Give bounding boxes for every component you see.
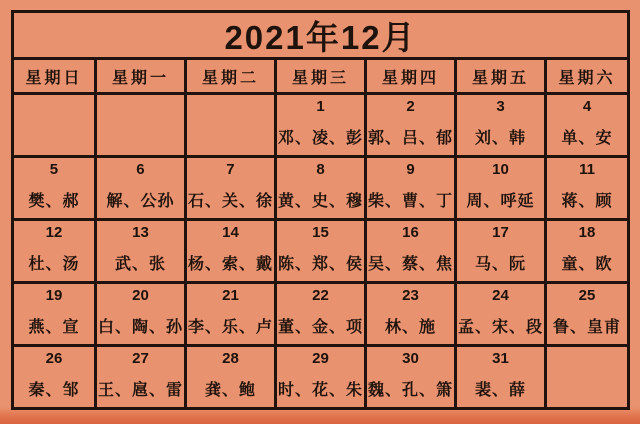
date-cell-13 (97, 221, 184, 281)
date-cell-7 (187, 158, 274, 218)
date-cell-19 (14, 284, 94, 344)
date-cell-1 (277, 95, 364, 155)
surnames: 鲁、皇甫 (553, 319, 622, 336)
surnames: 魏、孔、箫 (368, 382, 454, 399)
date-cell-23 (367, 284, 454, 344)
date-cell-empty (187, 95, 274, 155)
surnames: 白、陶、孙 (97, 319, 183, 336)
date-cell-empty (14, 95, 94, 155)
date-cell-3 (457, 95, 544, 155)
surnames: 吴、蔡、焦 (368, 256, 454, 273)
date-number: 13 (132, 224, 149, 241)
date-number: 1 (316, 98, 325, 115)
surnames: 邓、凌、彭 (277, 130, 363, 147)
surnames: 董、金、项 (277, 319, 363, 336)
surnames: 黄、史、穆 (277, 193, 363, 210)
date-number: 16 (402, 224, 419, 241)
date-cell-26 (14, 347, 94, 407)
surnames: 孟、宋、段 (458, 319, 544, 336)
date-number: 26 (45, 350, 63, 367)
date-number: 4 (582, 98, 592, 115)
date-number: 22 (312, 287, 329, 304)
surnames: 郭、吕、郁 (368, 130, 454, 147)
date-cell-21 (187, 284, 274, 344)
surnames: 刘、韩 (475, 130, 527, 147)
date-cell-17 (457, 221, 544, 281)
surnames: 周、呼延 (466, 193, 535, 210)
date-cell-8 (277, 158, 364, 218)
date-cell-2 (367, 95, 454, 155)
date-number: 30 (402, 350, 419, 367)
date-cell-31 (457, 347, 544, 407)
surnames: 杜、汤 (28, 256, 80, 273)
date-cell-27 (97, 347, 184, 407)
weekday-header-tuesday: 星期二 (187, 60, 274, 92)
surnames: 时、花、朱 (277, 382, 363, 399)
weekday-header-sunday: 星期日 (14, 60, 94, 92)
date-number: 15 (312, 224, 329, 241)
weekday-header-thursday: 星期四 (367, 60, 454, 92)
date-cell-5 (14, 158, 94, 218)
surnames: 蒋、顾 (561, 193, 613, 210)
date-number: 3 (496, 98, 505, 115)
surnames: 林、施 (385, 319, 437, 336)
date-cell-18 (547, 221, 627, 281)
date-cell-15 (277, 221, 364, 281)
surnames: 武、张 (114, 256, 166, 273)
surnames: 童、欧 (561, 256, 613, 273)
date-cell-10 (457, 158, 544, 218)
date-cell-14 (187, 221, 274, 281)
date-number: 11 (579, 161, 595, 178)
date-number: 24 (492, 287, 509, 304)
date-number: 20 (132, 287, 149, 304)
date-cell-29 (277, 347, 364, 407)
date-number: 10 (492, 161, 509, 178)
date-cell-9 (367, 158, 454, 218)
date-number: 31 (492, 350, 509, 367)
surnames: 王、扈、雷 (97, 382, 183, 399)
date-number: 19 (45, 287, 63, 304)
weekday-header-saturday: 星期六 (547, 60, 627, 92)
date-number: 18 (578, 224, 596, 241)
date-cell-4 (547, 95, 627, 155)
date-number: 9 (406, 161, 415, 178)
surnames: 解、公孙 (106, 193, 175, 210)
date-cell-6 (97, 158, 184, 218)
date-number: 14 (222, 224, 239, 241)
surnames: 柴、曹、丁 (368, 193, 454, 210)
date-number: 23 (402, 287, 419, 304)
date-cell-16 (367, 221, 454, 281)
surnames: 樊、郝 (28, 193, 80, 210)
date-cell-20 (97, 284, 184, 344)
surnames: 陈、郑、侯 (277, 256, 363, 273)
date-cell-25 (547, 284, 627, 344)
surnames: 裴、薛 (475, 382, 527, 399)
date-number: 12 (45, 224, 63, 241)
date-cell-empty (547, 347, 627, 407)
date-number: 8 (316, 161, 325, 178)
weekday-header-wednesday: 星期三 (277, 60, 364, 92)
surnames: 马、阮 (475, 256, 527, 273)
date-cell-30 (367, 347, 454, 407)
date-cell-12 (14, 221, 94, 281)
date-number: 29 (312, 350, 329, 367)
surnames: 石、关、徐 (187, 193, 273, 210)
surnames: 秦、邹 (28, 382, 80, 399)
date-number: 17 (492, 224, 509, 241)
date-number: 27 (132, 350, 149, 367)
weekday-header-friday: 星期五 (457, 60, 544, 92)
date-number: 21 (222, 287, 239, 304)
date-number: 7 (226, 161, 235, 178)
date-number: 25 (578, 287, 596, 304)
surnames: 单、安 (561, 130, 613, 147)
surnames: 燕、宣 (28, 319, 80, 336)
surnames: 李、乐、卢 (187, 319, 273, 336)
date-number: 2 (406, 98, 415, 115)
date-number: 5 (49, 161, 59, 178)
calendar-title: 2021年12月 (14, 13, 627, 57)
date-number: 28 (222, 350, 239, 367)
date-cell-24 (457, 284, 544, 344)
surnames: 龚、鲍 (204, 382, 256, 399)
date-cell-11 (547, 158, 627, 218)
weekday-header-monday: 星期一 (97, 60, 184, 92)
date-cell-22 (277, 284, 364, 344)
date-cell-empty (97, 95, 184, 155)
date-cell-28 (187, 347, 274, 407)
date-number: 6 (136, 161, 145, 178)
calendar-table (11, 10, 630, 410)
surnames: 杨、索、戴 (187, 256, 273, 273)
